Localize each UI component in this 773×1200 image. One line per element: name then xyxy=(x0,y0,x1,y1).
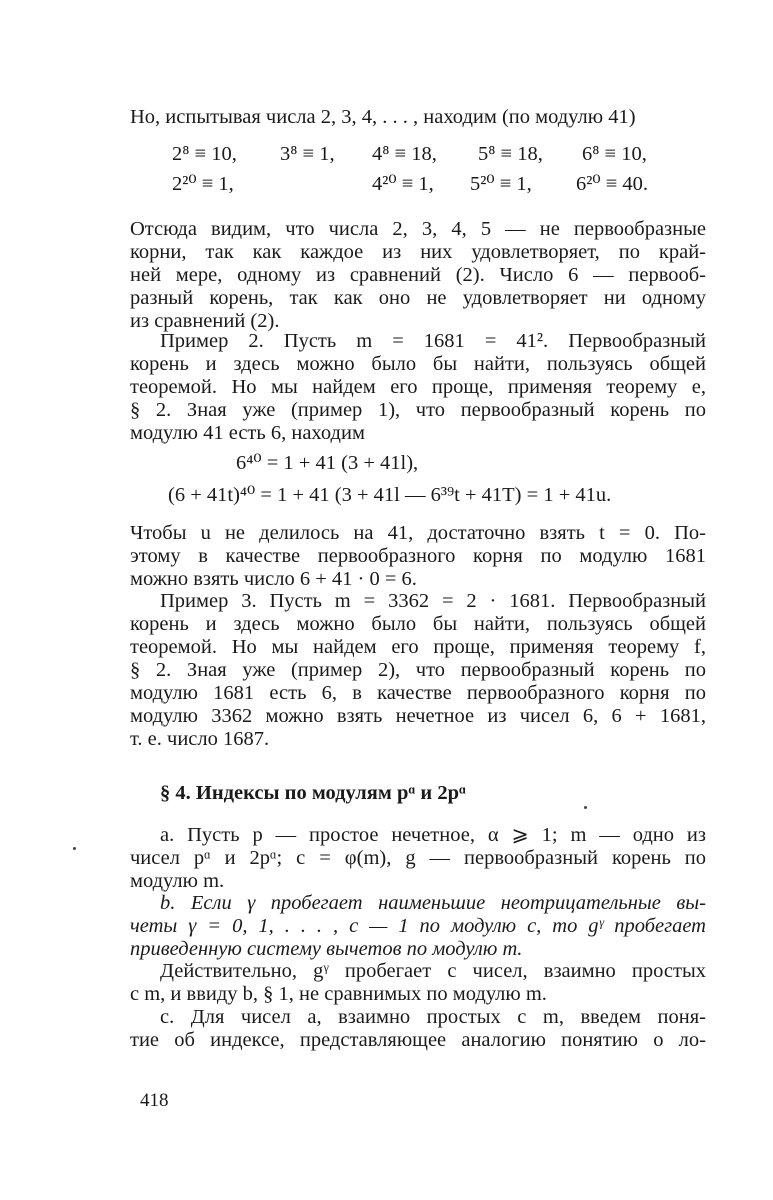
congruence: 3⁸ ≡ 1, xyxy=(280,143,335,165)
text-line: Но, испытывая числа 2, 3, 4, . . . , находим (по модулю 41) xyxy=(130,106,636,128)
text-line: корень и здесь можно было бы найти, пользуясь общей xyxy=(130,353,706,375)
text-line: § 2. Зная уже (пример 2), что первообразный корень по xyxy=(130,659,706,681)
text-line: этому в качестве первообразного корня по модулю 1681 xyxy=(130,545,706,567)
congruence: 4⁸ ≡ 18, xyxy=(372,143,437,165)
text-line: корень и здесь можно было бы найти, пользуясь общей xyxy=(130,613,706,635)
text-line: с m, и ввиду b, § 1, не сравнимых по модулю m. xyxy=(130,983,547,1005)
congruence: 6²⁰ ≡ 40. xyxy=(576,173,649,195)
text-line: приведенную систему вычетов по модулю m. xyxy=(130,938,523,960)
text-line: тие об индексе, представляющее аналогию понятию о ло- xyxy=(130,1029,706,1051)
text-line: § 2. Зная уже (пример 1), что первообразный корень по xyxy=(130,399,706,421)
example-3-start: Пример 3. Пусть m = 3362 = 2 · 1681. Первообразный xyxy=(160,590,706,612)
text-line: ней мере, одному из сравнений (2). Число 6 — первооб- xyxy=(130,264,706,286)
text-line: разный корень, так как оно не удовлетворяет ни одному xyxy=(130,287,706,309)
congruence: 2²⁰ ≡ 1, xyxy=(172,173,234,195)
congruence: 4²⁰ ≡ 1, xyxy=(372,173,434,195)
text-line: модулю 41 есть 6, находим xyxy=(130,422,365,444)
scan-speck xyxy=(584,806,587,809)
text-line: четы γ = 0, 1, . . . , c — 1 по модулю c, то gᵞ пробегает xyxy=(130,915,706,937)
text-line: корни, так как каждое из них удовлетворяет, по край- xyxy=(130,241,706,263)
text-line: модулю 3362 можно взять нечетное из чисел 6, 6 + 1681, xyxy=(130,705,706,727)
text-line: Отсюда видим, что числа 2, 3, 4, 5 — не первообразные xyxy=(130,218,706,240)
equation-1: 6⁴⁰ = 1 + 41 (3 + 41l), xyxy=(236,452,419,474)
text-line: модулю 1681 есть 6, в качестве первообразного корня по xyxy=(130,682,706,704)
text-line: теоремой. Но мы найдем его проще, применяя теорему e, xyxy=(130,376,706,398)
text-line: a. Пусть p — простое нечетное, α ⩾ 1; m — одно из xyxy=(160,824,706,846)
text-line: модулю m. xyxy=(130,870,225,892)
congruence: 6⁸ ≡ 10, xyxy=(582,143,647,165)
text-line: из сравнений (2). xyxy=(130,310,280,332)
text-line: Действительно, gᵞ пробегает c чисел, взаимно простых xyxy=(160,960,706,982)
example-2-start: Пример 2. Пусть m = 1681 = 41². Первообразный xyxy=(160,330,706,352)
text-line: можно взять число 6 + 41 · 0 = 6. xyxy=(130,568,417,590)
text-line: b. Если γ пробегает наименьшие неотрицательные вы- xyxy=(160,892,706,914)
congruence: 2⁸ ≡ 10, xyxy=(172,143,237,165)
congruence: 5²⁰ ≡ 1, xyxy=(470,173,532,195)
congruence: 5⁸ ≡ 18, xyxy=(478,143,543,165)
section-heading: § 4. Индексы по модулям pᵅ и 2pᵅ xyxy=(160,782,466,804)
text-line: c. Для чисел a, взаимно простых с m, введем поня- xyxy=(160,1006,706,1028)
text-line: Чтобы u не делилось на 41, достаточно взять t = 0. По- xyxy=(130,522,706,544)
scan-speck xyxy=(73,847,76,850)
text-line: чисел pᵅ и 2pᵅ; c = φ(m), g — первообразный корень по xyxy=(130,847,706,869)
page-number: 418 xyxy=(140,1090,169,1111)
equation-2: (6 + 41t)⁴⁰ = 1 + 41 (3 + 41l — 6³⁹t + 41T) = 1 + 41u. xyxy=(168,484,612,506)
text-line: теоремой. Но мы найдем его проще, применяя теорему f, xyxy=(130,636,706,658)
text-line: т. е. число 1687. xyxy=(130,728,270,750)
